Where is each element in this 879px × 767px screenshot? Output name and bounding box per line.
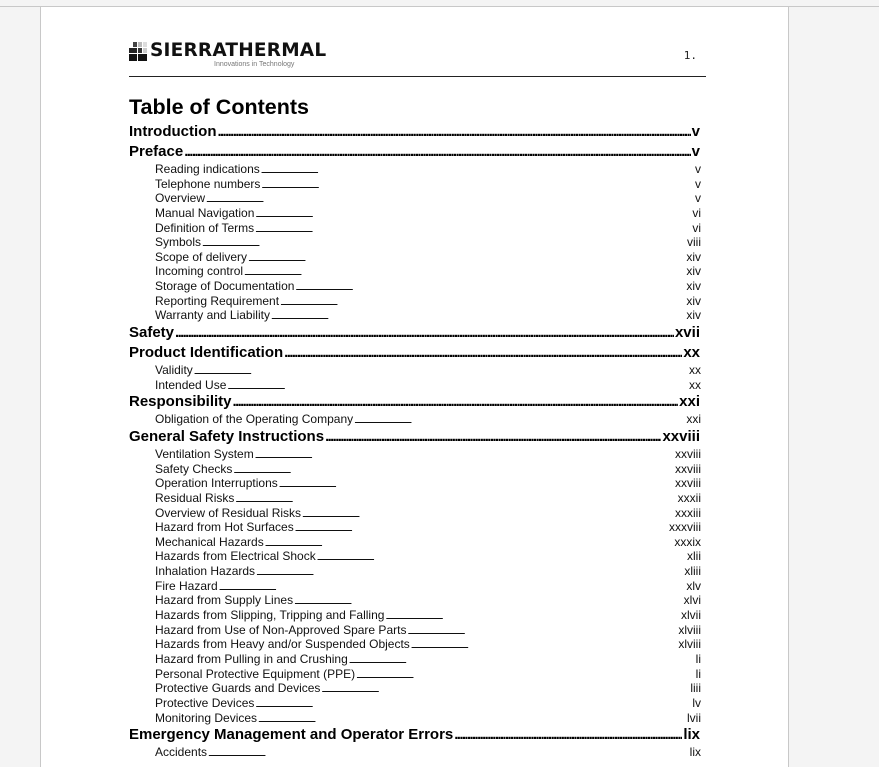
toc-entry-label[interactable]: Storage of Documentation [155, 279, 295, 294]
toc-entry-label[interactable]: General Safety Instructions [129, 427, 325, 445]
toc-entry-label[interactable]: Definition of Terms [155, 220, 255, 235]
toc-subsection-entry[interactable] [129, 506, 701, 521]
toc-entry-label[interactable]: Monitoring Devices [155, 710, 258, 725]
toc-entry-page-number[interactable]: lvii [687, 710, 701, 725]
toc-entry-label[interactable]: Residual Risks [155, 490, 235, 505]
toc-dot-leader [325, 427, 661, 447]
toc-entry-page-number[interactable]: liii [690, 681, 701, 696]
toc-dot-leader [255, 222, 691, 236]
toc-subsection-entry[interactable] [129, 623, 701, 638]
toc-dot-leader [175, 323, 674, 343]
toc-section-entry[interactable] [129, 427, 701, 447]
toc-entry-page-number[interactable]: vi [692, 220, 701, 235]
toc-subsection-entry[interactable] [129, 549, 701, 564]
toc-entry-page-number[interactable]: xx [689, 363, 701, 378]
toc-subsection-entry[interactable] [129, 476, 701, 491]
toc-dot-leader [256, 565, 683, 579]
toc-section-entry[interactable] [129, 392, 701, 412]
toc-subsection-entry[interactable] [129, 378, 701, 393]
toc-entry-page-number[interactable]: v [695, 176, 701, 191]
toc-dot-leader [184, 142, 690, 162]
toc-dot-leader [248, 251, 685, 265]
toc-subsection-entry[interactable] [129, 535, 701, 550]
toc-title: Table of Contents [129, 95, 309, 119]
toc-entry-label[interactable]: Inhalation Hazards [155, 564, 256, 579]
toc-entry-label[interactable]: Fire Hazard [155, 578, 218, 593]
toc-subsection-entry[interactable] [129, 162, 701, 177]
toc-entry-page-number[interactable]: xxxviii [669, 520, 701, 535]
toc-dot-leader [233, 463, 674, 477]
toc-entry-page-number[interactable]: xxviii [675, 446, 701, 461]
toc-subsection-entry[interactable] [129, 564, 701, 579]
toc-dot-leader [217, 122, 690, 142]
toc-dot-leader [295, 280, 685, 294]
toc-entry-page-number[interactable]: xx [683, 344, 700, 362]
toc-entry-page-number[interactable]: xlv [686, 578, 701, 593]
toc-entry-page-number[interactable]: viii [687, 235, 701, 250]
toc-subsection-entry[interactable] [129, 308, 701, 323]
toc-section-entry[interactable] [129, 323, 701, 343]
toc-dot-leader [411, 638, 678, 652]
toc-entry-label[interactable]: Hazards from Heavy and/or Suspended Objects [155, 637, 410, 652]
toc-entry-page-number[interactable]: xlii [687, 549, 701, 564]
toc-entry-label[interactable]: Ventilation System [155, 446, 254, 461]
toc-subsection-entry[interactable] [129, 279, 701, 294]
toc-entry-page-number[interactable]: xxxiii [675, 505, 701, 520]
toc-entry-label[interactable]: Accidents [155, 745, 208, 760]
toc-dot-leader [261, 178, 694, 192]
toc-section-entry[interactable] [129, 343, 701, 363]
toc-entry-label[interactable]: Responsibility [129, 393, 232, 411]
toc-entry-label[interactable]: Personal Protective Equipment (PPE) [155, 666, 356, 681]
toc-entry-page-number[interactable]: xliii [684, 564, 701, 579]
toc-entry-label[interactable]: Obligation of the Operating Company [155, 412, 354, 427]
toc-dot-leader [321, 682, 689, 696]
toc-entry-label[interactable]: Scope of delivery [155, 249, 248, 264]
toc-dot-leader [302, 507, 674, 521]
toc-entry-label[interactable]: Hazard from Supply Lines [155, 593, 294, 608]
toc-entry-page-number[interactable]: lix [683, 726, 700, 744]
toc-entry-page-number[interactable]: xxviii [675, 461, 701, 476]
toc-dot-leader [279, 477, 674, 491]
toc-dot-leader [284, 343, 682, 363]
toc-entry-page-number[interactable]: xxviii [662, 427, 700, 445]
toc-entry-label[interactable]: Hazard from Pulling in and Crushing [155, 651, 348, 666]
toc-entry-page-number[interactable]: lv [692, 695, 701, 710]
toc-dot-leader [219, 580, 686, 594]
toc-dot-leader [407, 624, 677, 638]
toc-subsection-entry[interactable] [129, 221, 701, 236]
toc-dot-leader [261, 163, 694, 177]
brand-name: SIERRATHERMAL [150, 40, 327, 61]
toc-entry-page-number[interactable]: xxviii [675, 476, 701, 491]
toc-dot-leader [235, 492, 676, 506]
toc-subsection-entry[interactable] [129, 491, 701, 506]
toc-entry-page-number[interactable]: xiv [686, 293, 701, 308]
toc-subsection-entry[interactable] [129, 177, 701, 192]
toc-entry-label[interactable]: Overview [155, 191, 206, 206]
toc-entry-page-number[interactable]: xlvii [681, 608, 701, 623]
toc-entry-label[interactable]: Reading indications [155, 162, 260, 176]
toc-entry-label[interactable]: Emergency Management and Operator Errors [129, 726, 454, 744]
toc-subsection-entry[interactable] [129, 681, 701, 696]
toc-section-entry[interactable] [129, 142, 701, 162]
table-of-contents [129, 122, 701, 760]
toc-entry-page-number[interactable]: xiv [686, 264, 701, 279]
toc-subsection-entry[interactable] [129, 745, 701, 760]
toc-subsection-entry[interactable] [129, 608, 701, 623]
toc-subsection-entry[interactable] [129, 579, 701, 594]
toc-entry-label[interactable]: Hazards from Slipping, Tripping and Falling [155, 608, 385, 623]
toc-subsection-entry[interactable] [129, 447, 701, 462]
toc-entry-label[interactable]: Product Identification [129, 344, 284, 362]
toc-subsection-entry[interactable] [129, 264, 701, 279]
toc-entry-page-number[interactable]: xx [689, 377, 701, 392]
toc-entry-page-number[interactable]: li [695, 651, 701, 666]
toc-entry-page-number[interactable]: v [695, 191, 701, 206]
toc-subsection-entry[interactable] [129, 363, 701, 378]
toc-dot-leader [194, 364, 688, 378]
toc-dot-leader [454, 725, 682, 745]
toc-entry-label[interactable]: Hazards from Electrical Shock [155, 549, 316, 564]
toc-dot-leader [280, 295, 685, 309]
toc-subsection-entry[interactable] [129, 235, 701, 250]
toc-dot-leader [295, 521, 668, 535]
toc-dot-leader [255, 697, 691, 711]
page-number: 1. [683, 49, 697, 62]
toc-subsection-entry[interactable] [129, 412, 701, 427]
toc-dot-leader [356, 668, 695, 682]
toc-subsection-entry[interactable] [129, 250, 701, 265]
toc-subsection-entry[interactable] [129, 711, 701, 726]
toc-entry-label[interactable]: Safety Checks [155, 461, 233, 476]
sierrathermal-logo-icon [129, 42, 149, 62]
toc-entry-label[interactable]: Operation Interruptions [155, 476, 278, 491]
toc-entry-label[interactable]: Reporting Requirement [155, 293, 280, 308]
toc-entry-label[interactable]: Warranty and Liability [155, 308, 270, 323]
toc-subsection-entry[interactable] [129, 206, 701, 221]
toc-entry-page-number[interactable]: v [691, 143, 700, 160]
toc-entry-page-number[interactable]: xvii [674, 324, 700, 342]
toc-entry-page-number[interactable]: xiv [686, 308, 701, 323]
toc-entry-label[interactable]: Manual Navigation [155, 205, 255, 220]
document-page [40, 7, 789, 767]
toc-dot-leader [255, 448, 674, 462]
toc-subsection-entry[interactable] [129, 294, 701, 309]
toc-entry-page-number[interactable]: v [691, 123, 700, 140]
toc-entry-page-number[interactable]: xlviii [678, 622, 701, 637]
toc-subsection-entry[interactable] [129, 462, 701, 477]
toc-entry-label[interactable]: Incoming control [155, 264, 244, 279]
toc-entry-page-number[interactable]: xxxii [677, 490, 701, 505]
toc-dot-leader [349, 653, 695, 667]
toc-dot-leader [255, 207, 691, 221]
toc-entry-label[interactable]: Preface [129, 143, 184, 160]
toc-dot-leader [206, 192, 694, 206]
toc-subsection-entry[interactable] [129, 652, 701, 667]
toc-entry-page-number[interactable]: xlvi [683, 593, 701, 608]
toc-dot-leader [271, 309, 685, 323]
toc-dot-leader [385, 609, 680, 623]
toc-entry-page-number[interactable]: v [695, 162, 701, 176]
toc-entry-label[interactable]: Protective Guards and Devices [155, 681, 321, 696]
toc-dot-leader [258, 712, 686, 726]
toc-subsection-entry[interactable] [129, 191, 701, 206]
toc-entry-page-number[interactable]: xxi [679, 393, 700, 411]
toc-dot-leader [202, 236, 686, 250]
toc-subsection-entry[interactable] [129, 637, 701, 652]
toc-entry-label[interactable]: Validity [155, 363, 193, 378]
toc-entry-label[interactable]: Safety [129, 324, 175, 342]
page-header [129, 41, 706, 77]
toc-entry-label[interactable]: Overview of Residual Risks [155, 505, 302, 520]
toc-section-entry[interactable] [129, 122, 701, 142]
toc-dot-leader [233, 392, 679, 412]
toc-entry-label[interactable]: Protective Devices [155, 695, 255, 710]
toc-dot-leader [208, 746, 689, 760]
toc-entry-label[interactable]: Symbols [155, 235, 202, 250]
toc-entry-label[interactable]: Introduction [129, 123, 217, 140]
toc-entry-label[interactable]: Hazard from Use of Non-Approved Spare Parts [155, 622, 407, 637]
toc-entry-page-number[interactable]: xlviii [678, 637, 701, 652]
toc-dot-leader [294, 594, 683, 608]
toc-entry-label[interactable]: Intended Use [155, 377, 227, 392]
toc-dot-leader [265, 536, 674, 550]
brand-tagline: Innovations in Technology [214, 61, 295, 68]
toc-dot-leader [227, 379, 688, 393]
toc-entry-label[interactable]: Telephone numbers [155, 176, 261, 191]
toc-subsection-entry[interactable] [129, 667, 701, 682]
toc-section-entry[interactable] [129, 725, 701, 745]
toc-dot-leader [317, 550, 686, 564]
toc-entry-page-number[interactable]: vi [692, 205, 701, 220]
toc-entry-page-number[interactable]: xiv [686, 249, 701, 264]
toc-entry-page-number[interactable]: lix [689, 745, 701, 760]
toc-entry-page-number[interactable]: xxi [686, 412, 701, 427]
toc-subsection-entry[interactable] [129, 520, 701, 535]
toc-subsection-entry[interactable] [129, 696, 701, 711]
toc-entry-page-number[interactable]: xxxix [674, 534, 701, 549]
toc-entry-page-number[interactable]: li [695, 666, 701, 681]
toc-entry-label[interactable]: Hazard from Hot Surfaces [155, 520, 294, 535]
toc-dot-leader [354, 413, 685, 427]
toc-dot-leader [244, 265, 685, 279]
toc-subsection-entry[interactable] [129, 593, 701, 608]
toc-entry-label[interactable]: Mechanical Hazards [155, 534, 264, 549]
toc-entry-page-number[interactable]: xiv [686, 279, 701, 294]
